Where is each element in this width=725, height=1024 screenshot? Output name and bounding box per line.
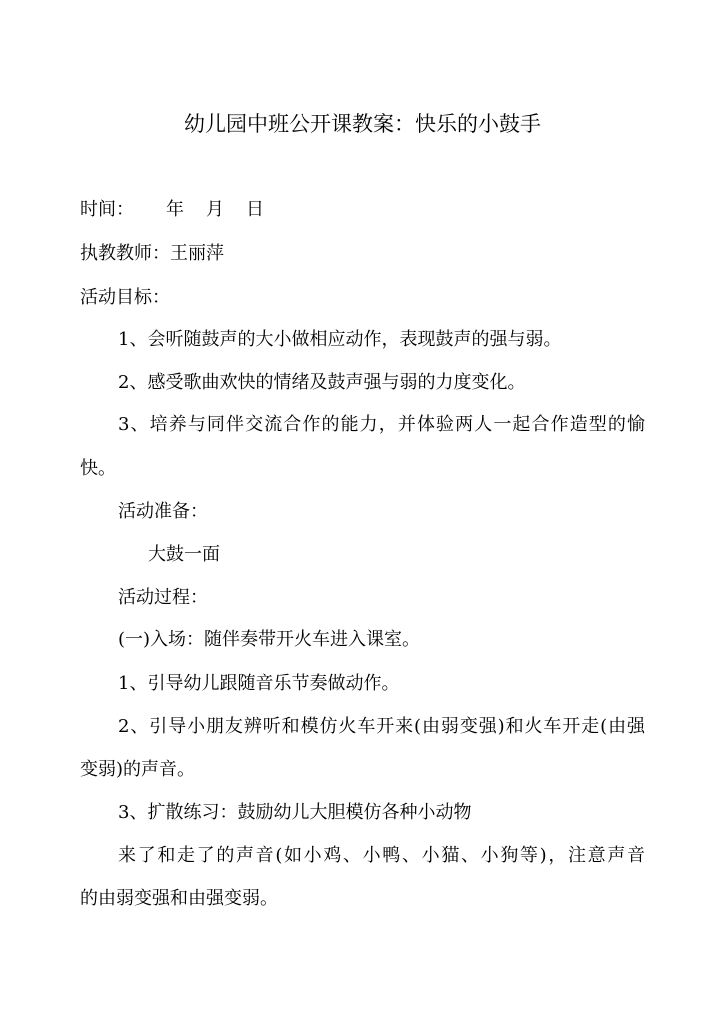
goals-heading: 活动目标：: [80, 287, 170, 308]
process-step-2-line-2: 变弱)的声音。: [80, 759, 196, 780]
time-year: 年: [166, 199, 184, 220]
time-line: [80, 196, 264, 224]
process-step-2-line-1: 2、引导小朋友辨听和模仿火车开来(由弱变强)和火车开走(由强: [118, 716, 645, 737]
time-label: 时间：: [80, 199, 134, 220]
teacher-line: 执教教师：王丽萍: [80, 243, 224, 264]
process-step-3-line-1: 3、扩散练习：鼓励幼儿大胆模仿各种小动物: [118, 802, 472, 823]
process-step-3-line-2: 来了和走了的声音(如小鸡、小鸭、小猫、小狗等)，注意声音: [118, 845, 645, 866]
page-title: 幼儿园中班公开课教案：快乐的小鼓手: [184, 112, 541, 136]
process-step-3-line-3: 的由弱变强和由强变弱。: [80, 888, 278, 909]
goal-item-2: 2、感受歌曲欢快的情绪及鼓声强与弱的力度变化。: [118, 372, 526, 393]
process-section-1: (一)入场：随伴奏带开火车进入课室。: [118, 629, 421, 650]
goal-item-1: 1、会听随鼓声的大小做相应动作，表现鼓声的强与弱。: [118, 329, 562, 350]
process-step-1: 1、引导幼儿跟随音乐节奏做动作。: [118, 673, 400, 694]
prep-heading: 活动准备：: [118, 501, 208, 522]
goal-item-3-line-2: 快。: [80, 458, 116, 479]
time-month: 月: [206, 199, 224, 220]
goal-item-3-line-1: 3、培养与同伴交流合作的能力，并体验两人一起合作造型的愉: [118, 414, 645, 435]
process-heading: 活动过程：: [118, 587, 208, 608]
time-day: 日: [246, 199, 264, 220]
prep-item: 大鼓一面: [148, 544, 220, 565]
